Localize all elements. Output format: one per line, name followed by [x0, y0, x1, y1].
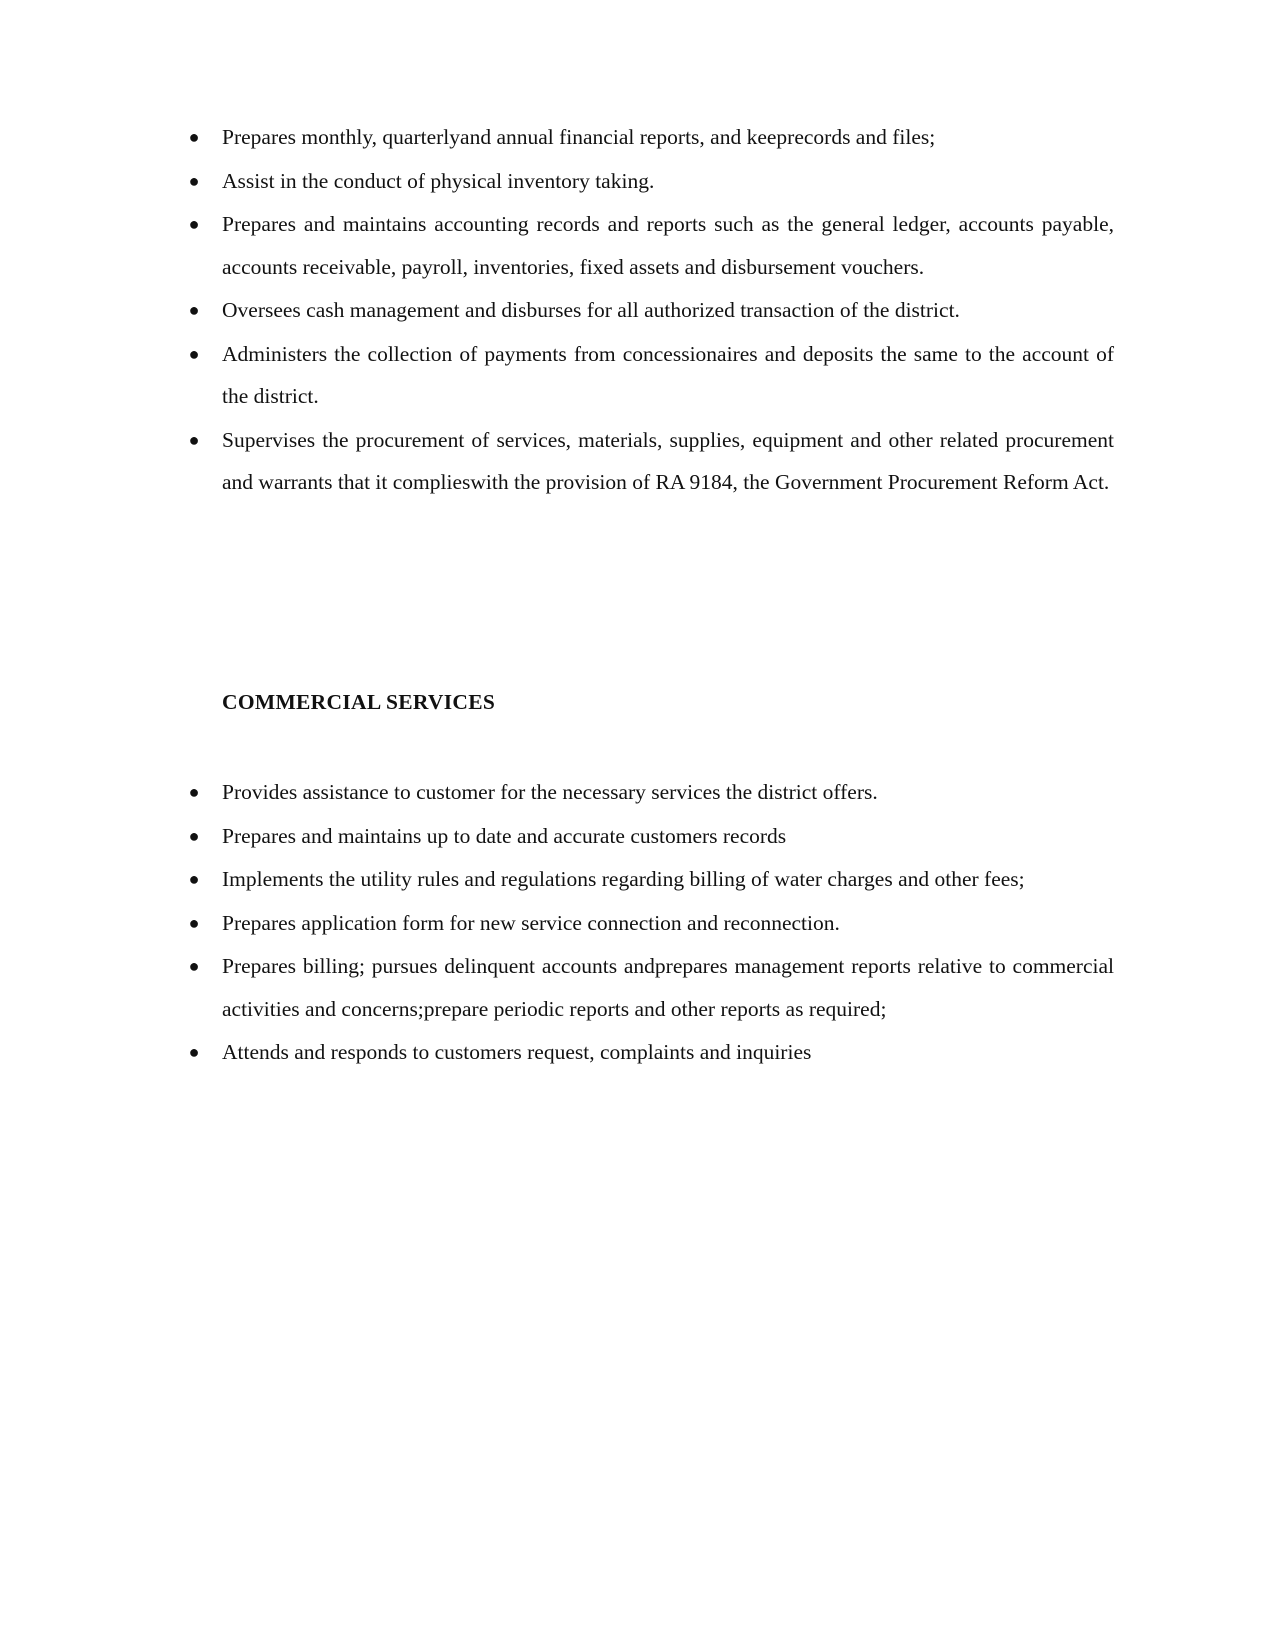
list-item: [188, 1031, 1114, 1074]
list-item-text: Implements the utility rules and regulations regarding billing of water charges and other fees;: [222, 867, 1025, 891]
list-item-text: Supervises the procurement of services, materials, supplies, equipment and other related procurement and warrants that it complieswith the provision of RA 9184, the Government Procurement Reform Act.: [222, 427, 1114, 494]
section-heading: COMMERCIAL SERVICES: [222, 690, 496, 714]
list-item: [188, 160, 1114, 203]
list-item-text: Provides assistance to customer for the necessary services the district offers.: [222, 780, 878, 804]
bullet-icon: ●: [188, 300, 200, 320]
duties-list-finance: [188, 116, 1114, 505]
bullet-icon: ●: [188, 127, 200, 147]
bullet-icon: ●: [188, 214, 200, 234]
list-item: [188, 815, 1114, 858]
bullet-icon: ●: [188, 170, 200, 191]
list-item: [188, 289, 1114, 332]
list-item: [188, 858, 1114, 901]
bullet-icon: ●: [188, 869, 200, 889]
list-item-text: Prepares monthly, quarterlyand annual financial reports, and keeprecords and files;: [222, 125, 936, 149]
list-item-text: Prepares billing; pursues delinquent accounts andprepares management reports relative to commercial activities and concerns;prepare periodic reports and other reports as required;: [222, 954, 1114, 1021]
bullet-icon: ●: [188, 1042, 200, 1062]
bullet-icon: ●: [188, 429, 200, 450]
list-item: [188, 945, 1114, 1030]
list-item-text: Prepares and maintains up to date and accurate customers records: [222, 823, 787, 848]
bullet-icon: ●: [188, 343, 200, 364]
bullet-icon: ●: [188, 782, 200, 802]
list-item-text: Assist in the conduct of physical inventory taking.: [222, 168, 655, 193]
list-item: [188, 419, 1114, 504]
list-item-text: Oversees cash management and disburses for all authorized transaction of the district.: [222, 298, 960, 322]
list-item-text: Prepares and maintains accounting records and reports such as the general ledger, accounts payable, accounts receivable, payroll, inventories, fixed assets and disbursement vouchers.: [222, 212, 1114, 279]
list-item-text: Attends and responds to customers request, complaints and inquiries: [222, 1040, 812, 1064]
list-item-text: Administers the collection of payments from concessionaires and deposits the same to the account of the district.: [222, 341, 1114, 408]
list-item: [188, 771, 1114, 814]
list-item: [188, 333, 1114, 418]
bullet-icon: ●: [188, 956, 200, 976]
bullet-icon: ●: [188, 825, 200, 846]
list-item-text: Prepares application form for new service connection and reconnection.: [222, 910, 840, 935]
list-item: [188, 203, 1114, 288]
duties-list-commercial: [188, 771, 1114, 1075]
list-item: [188, 116, 1114, 159]
bullet-icon: ●: [188, 912, 200, 933]
list-item: [188, 902, 1114, 945]
